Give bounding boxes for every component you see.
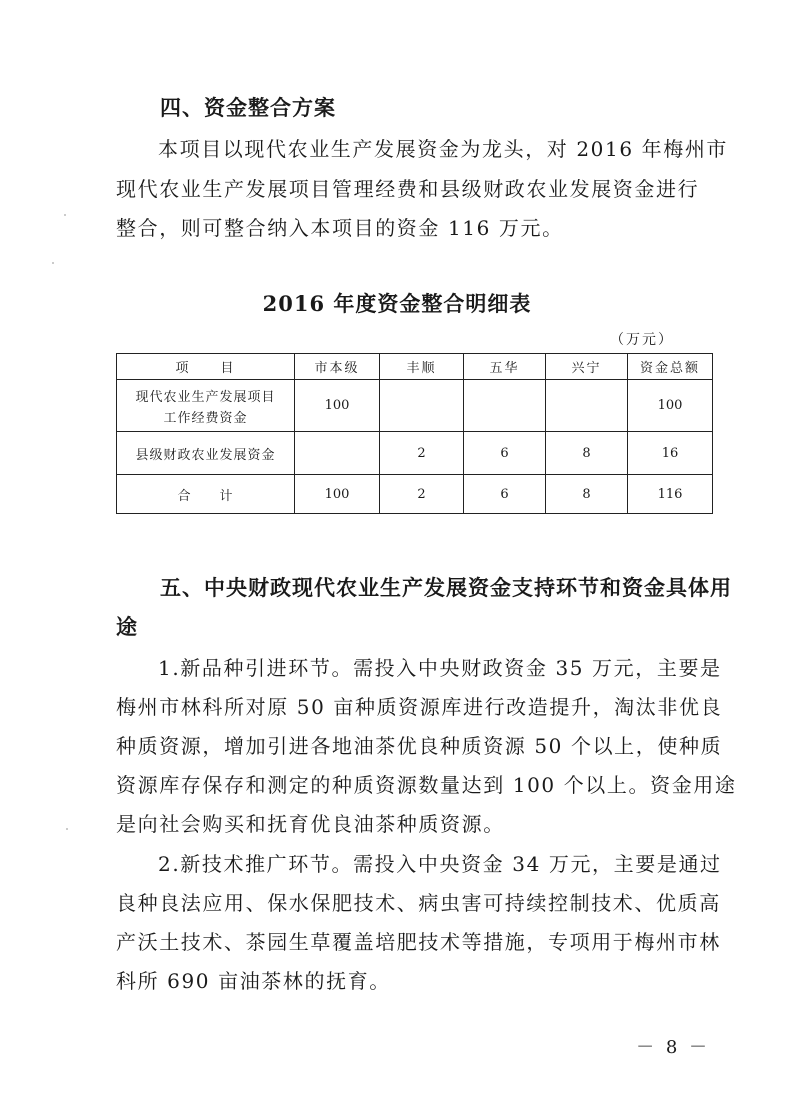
- header-wuhua: 五华: [464, 354, 546, 380]
- p1-line-5: 是向社会购买和抚育优良油茶种质资源。: [116, 812, 505, 836]
- table-unit-note: （万元）: [610, 332, 674, 348]
- section-4-line-3: 整合，则可整合纳入本项目的资金 116 万元。: [116, 216, 564, 240]
- header-total: 资金总额: [628, 354, 713, 380]
- p1-line-3: 种质资源，增加引进各地油茶优良种质资源 50 个以上，使种质: [116, 734, 723, 758]
- table-total-row: [117, 475, 713, 514]
- fund-integration-table: [116, 353, 713, 514]
- cell-wuhua: 6: [464, 432, 546, 475]
- cell-fengshun: 2: [380, 432, 464, 475]
- cell-fengshun: [380, 380, 464, 432]
- cell-total: 100: [628, 380, 713, 432]
- cell-fengshun: 2: [380, 475, 464, 514]
- page-number: － 8 －: [636, 1037, 710, 1058]
- table-title: 2016 年度资金整合明细表: [262, 291, 532, 316]
- row-label: [117, 380, 295, 432]
- header-city-level: 市本级: [295, 354, 380, 380]
- cell-wuhua: [464, 380, 546, 432]
- section-4-line-2: 现代农业生产发展项目管理经费和县级财政农业发展资金进行: [116, 177, 700, 201]
- table-row: [117, 380, 713, 432]
- cell-total: 16: [628, 432, 713, 475]
- cell-xingning: 8: [546, 475, 628, 514]
- table-header-row: [117, 354, 713, 380]
- section-5-heading-line-1: 五、中央财政现代农业生产发展资金支持环节和资金具体用: [160, 576, 732, 600]
- p1-line-1: 1.新品种引进环节。需投入中央财政资金 35 万元，主要是: [158, 656, 722, 680]
- p2-line-1: 2.新技术推广环节。需投入中央资金 34 万元，主要是通过: [158, 852, 722, 876]
- row-label: 合 计: [117, 475, 295, 514]
- scan-speck: [52, 262, 54, 264]
- cell-xingning: 8: [546, 432, 628, 475]
- row-label-line-2: 工作经费资金: [163, 410, 248, 426]
- row-label-line-1: 现代农业生产发展项目: [135, 389, 276, 405]
- scan-speck: [64, 214, 66, 216]
- cell-xingning: [546, 380, 628, 432]
- scan-speck: [66, 828, 68, 830]
- section-5-heading-line-2: 途: [116, 615, 138, 639]
- p2-line-4: 科所 690 亩油茶林的抚育。: [116, 969, 391, 993]
- section-4-line-1: 本项目以现代农业生产发展资金为龙头，对 2016 年梅州市: [158, 137, 729, 161]
- cell-total: 116: [628, 475, 713, 514]
- header-fengshun: 丰顺: [380, 354, 464, 380]
- p1-line-4: 资源库存保存和测定的种质资源数量达到 100 个以上。资金用途: [116, 773, 737, 797]
- section-4-heading: 四、资金整合方案: [160, 96, 336, 120]
- header-xingning: 兴宁: [546, 354, 628, 380]
- table-row: [117, 432, 713, 475]
- p2-line-3: 产沃土技术、茶园生草覆盖培肥技术等措施，专项用于梅州市林: [116, 930, 721, 954]
- p1-line-2: 梅州市林科所对原 50 亩种质资源库进行改造提升，淘汰非优良: [116, 695, 723, 719]
- cell-city-level: [295, 432, 380, 475]
- row-label: 县级财政农业发展资金: [117, 432, 295, 475]
- cell-city-level: 100: [295, 475, 380, 514]
- cell-wuhua: 6: [464, 475, 546, 514]
- cell-city-level: 100: [295, 380, 380, 432]
- p2-line-2: 良种良法应用、保水保肥技术、病虫害可持续控制技术、优质高: [116, 891, 721, 915]
- header-item: 项 目: [117, 354, 295, 380]
